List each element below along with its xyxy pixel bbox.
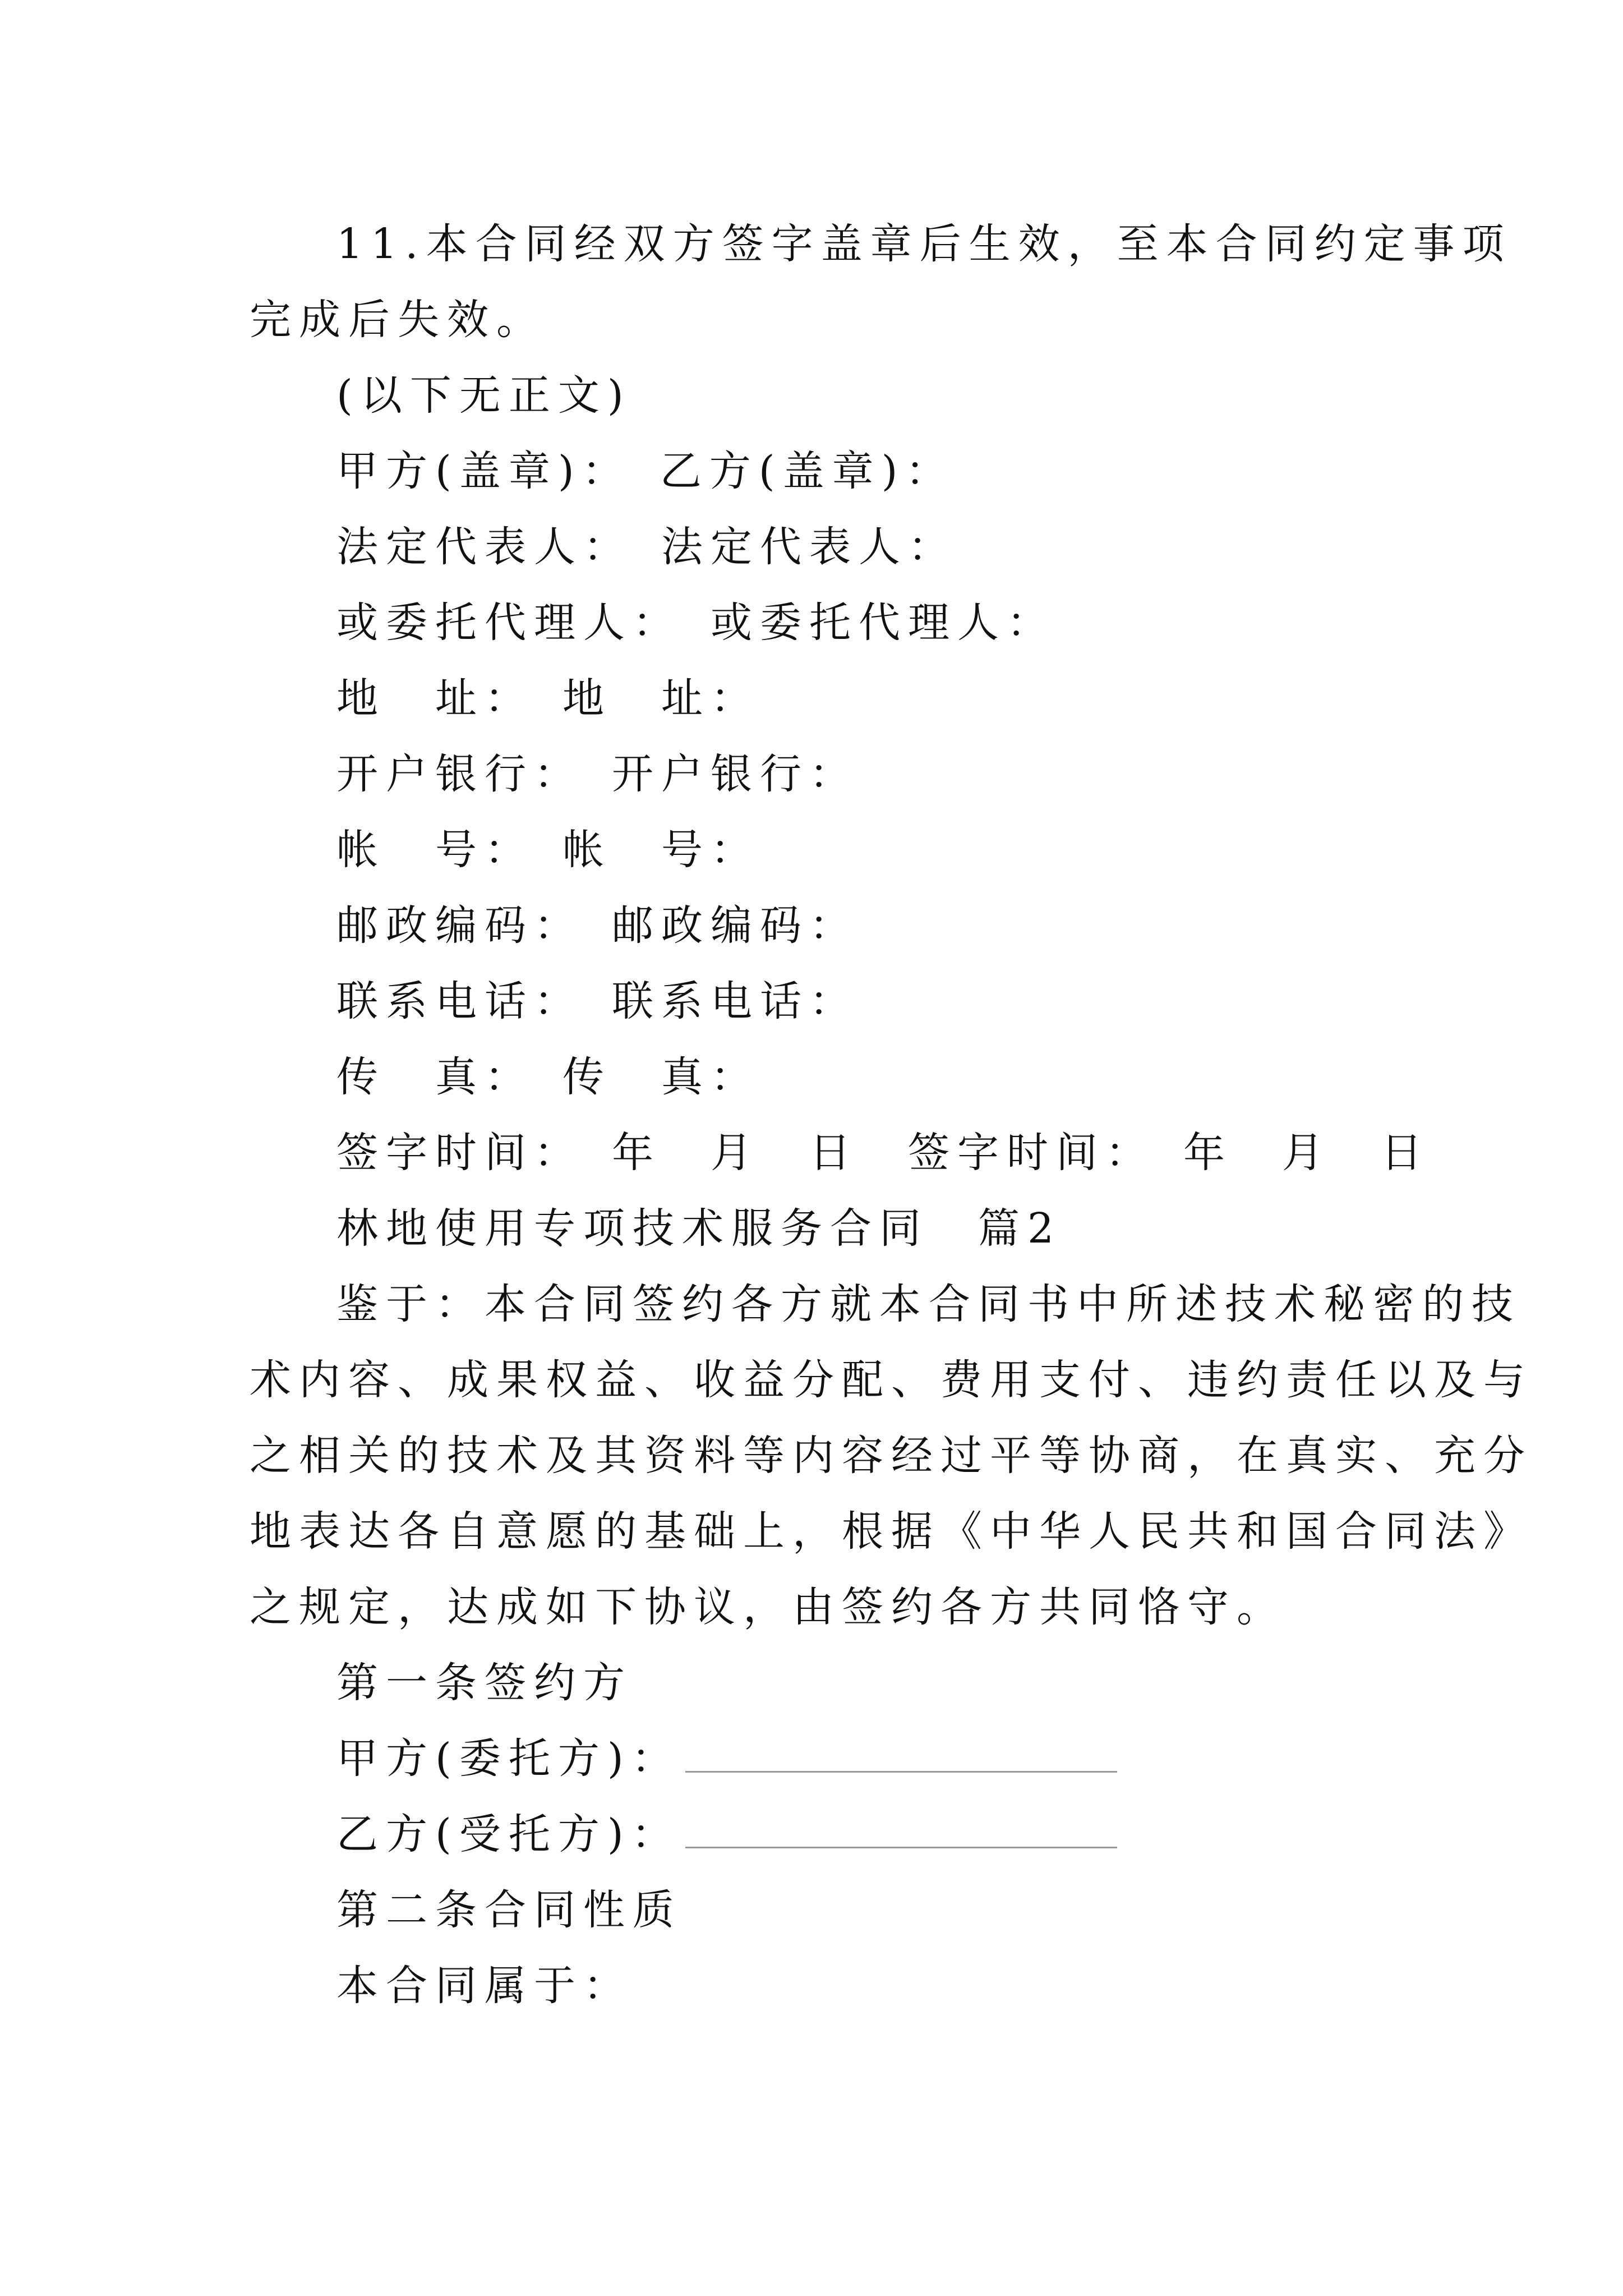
clause-11-line-2: 完成后失效。: [250, 296, 546, 344]
party-a-blank: [685, 1737, 1117, 1773]
address-line: 地 址： 地 址：: [336, 674, 760, 723]
bank-line: 开户银行： 开户银行：: [336, 750, 859, 798]
whereas-line-3: 之相关的技术及其资料等内容经过平等协商，在真实、充分: [250, 1432, 1533, 1480]
whereas-line-4: 地表达各自意愿的基础上，根据《中华人民共和国合同法》: [250, 1507, 1533, 1556]
whereas-line-5: 之规定，达成如下协议，由签约各方共同恪守。: [250, 1583, 1286, 1631]
legal-rep-line: 法定代表人： 法定代表人：: [336, 523, 957, 571]
whereas-line-2: 术内容、成果权益、收益分配、费用支付、违约责任以及与: [250, 1356, 1533, 1404]
account-line: 帐 号： 帐 号：: [336, 826, 760, 874]
clause-11-line-1: 11.本合同经双方签字盖章后生效，至本合同约定事项: [336, 220, 1512, 268]
whereas-line-1: 鉴于：本合同签约各方就本合同书中所述技术秘密的技: [336, 1280, 1521, 1328]
fax-line: 传 真： 传 真：: [336, 1053, 760, 1101]
phone-line: 联系电话： 联系电话：: [336, 977, 859, 1025]
party-b-field: [336, 1806, 1117, 1862]
postcode-line: 邮政编码： 邮政编码：: [336, 901, 859, 950]
agent-line: 或委托代理人： 或委托代理人：: [336, 599, 1056, 647]
section-title-2: 林地使用专项技术服务合同 篇2: [336, 1204, 1062, 1253]
sign-date-line: 签字时间： 年 月 日 签字时间： 年 月 日: [336, 1129, 1430, 1177]
party-b-label: 乙方(受托方)：: [336, 1810, 681, 1858]
party-b-blank: [685, 1813, 1117, 1848]
contract-type-line: 本合同属于：: [336, 1962, 633, 2010]
article-2-heading: 第二条合同性质: [336, 1886, 682, 1934]
article-1-heading: 第一条签约方: [336, 1659, 633, 1707]
party-seal-line: 甲方(盖章)： 乙方(盖章)：: [336, 447, 955, 495]
party-a-label: 甲方(委托方)：: [336, 1734, 681, 1783]
party-a-field: [336, 1731, 1117, 1787]
no-text-below-note: (以下无正文): [336, 371, 631, 420]
